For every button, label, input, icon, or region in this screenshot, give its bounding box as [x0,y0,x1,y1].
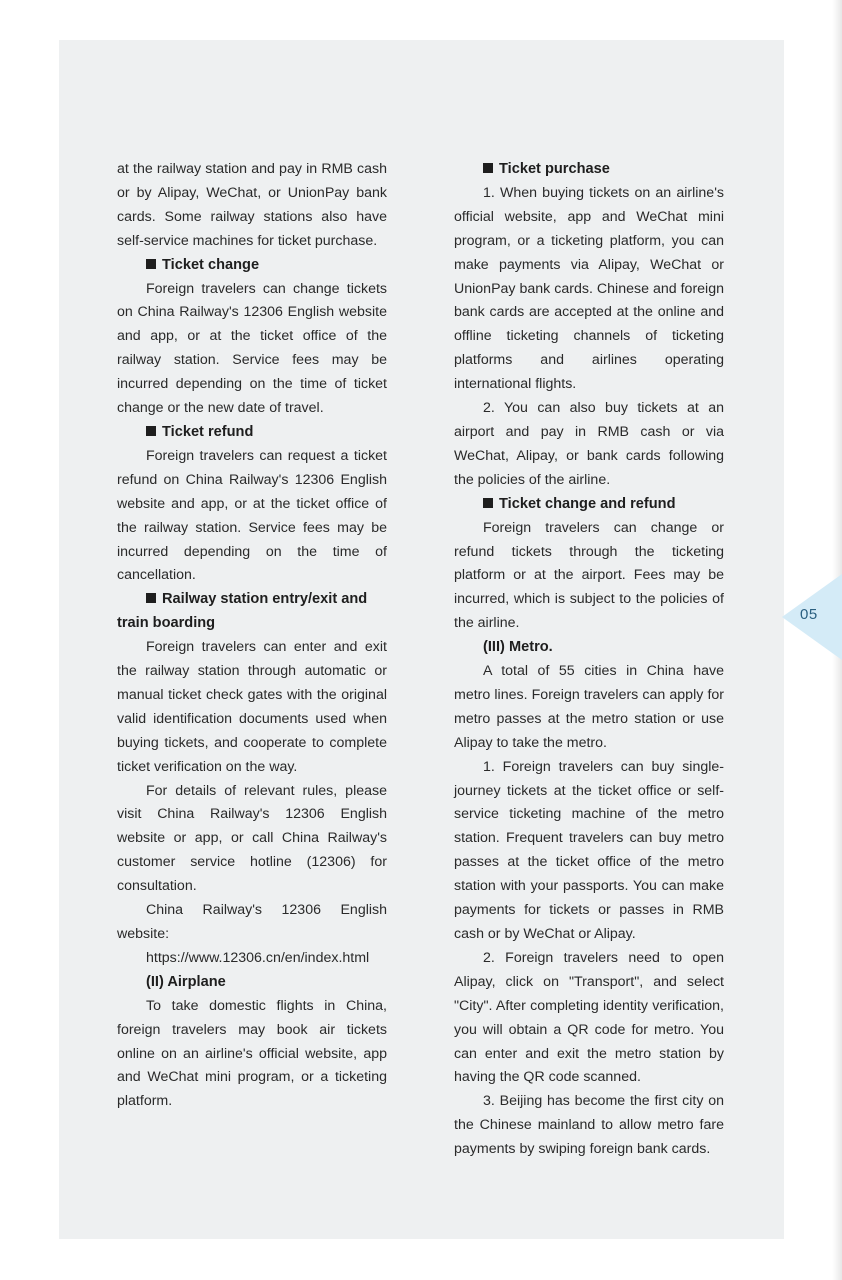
right-column [454,158,724,1162]
paragraph: A total of 55 cities in China have metro lines. Foreign travelers can apply for metro passes at the metro station or use Alipay to take the metro. [454,663,724,751]
website-url: https://www.12306.cn/en/index.html [146,949,370,966]
paragraph: 2. You can also buy tickets at an airport and pay in RMB cash or via WeChat, Alipay, or bank cards following the policies of the airline. [454,400,724,488]
paragraph: China Railway's 12306 English website: [117,902,387,942]
paragraph: 2. Foreign travelers need to open Alipay, click on "Transport", and select "City". After completing identity verification, you will obtain a QR code for metro. You can enter and exit the metro station by having the QR code scanned. [454,949,724,1086]
paragraph: Foreign travelers can enter and exit the railway station through automatic or manual ticket check gates with the original valid identification documents used when buying tickets, and cooperate to complete ticket verification on the way. [117,639,387,775]
square-bullet-icon [483,163,493,173]
paragraph: Foreign travelers can change tickets on China Railway's 12306 English website and app, or at the ticket office of the railway station. Service fees may be incurred depending on the time of ticket change or the new date of travel. [117,280,387,417]
section-heading: Railway station entry/exit and train boarding [117,591,368,632]
section-heading: (III) Metro. [483,639,553,656]
section-heading: (II) Airplane [146,973,226,990]
square-bullet-icon [483,498,493,508]
section-heading: Ticket change [117,254,387,278]
section-heading: Ticket change and refund [454,493,724,517]
square-bullet-icon [146,593,156,603]
paragraph: at the railway station and pay in RMB cash or by Alipay, WeChat, or UnionPay bank cards. Some railway stations also have self-service machines for ticket purchase. [117,161,387,249]
paragraph: 1. When buying tickets on an airline's official website, app and WeChat mini program, or a ticketing platform, you can make payments via Alipay, WeChat or UnionPay bank cards. Chinese and foreign bank cards are accepted at the online and offline ticketing channels of ticketing platforms and airlines operating international flights. [454,184,724,393]
square-bullet-icon [146,426,156,436]
paragraph: Foreign travelers can change or refund tickets through the ticketing platform or at the airport. Fees may be incurred, which is subject to the policies of the airline. [454,519,724,632]
paragraph: To take domestic flights in China, foreign travelers may book air tickets online on an airline's official website, app and WeChat mini program, or a ticketing platform. [117,997,387,1110]
paragraph: For details of relevant rules, please visit China Railway's 12306 English website or app, or call China Railway's customer service hotline (12306) for consultation. [117,782,387,895]
paragraph: 1. Foreign travelers can buy single-journey tickets at the ticket office or self-service ticketing machine of the metro station. Frequent travelers can buy metro passes at the ticket office of the metro station with your passports. You can make payments for tickets or passes in RMB cash or by WeChat or Alipay. [454,758,724,942]
section-heading: Ticket refund [117,421,387,445]
paragraph: 3. Beijing has become the first city on the Chinese mainland to allow metro fare payments by swiping foreign bank cards. [454,1093,724,1158]
page-number: 05 [800,606,818,623]
left-column [117,158,387,1114]
paragraph: Foreign travelers can request a ticket refund on China Railway's 12306 English website and app, or at the ticket office of the railway station. Service fees may be incurred depending on the time of cancellation. [117,447,387,584]
section-heading: Ticket purchase [454,158,724,182]
square-bullet-icon [146,259,156,269]
